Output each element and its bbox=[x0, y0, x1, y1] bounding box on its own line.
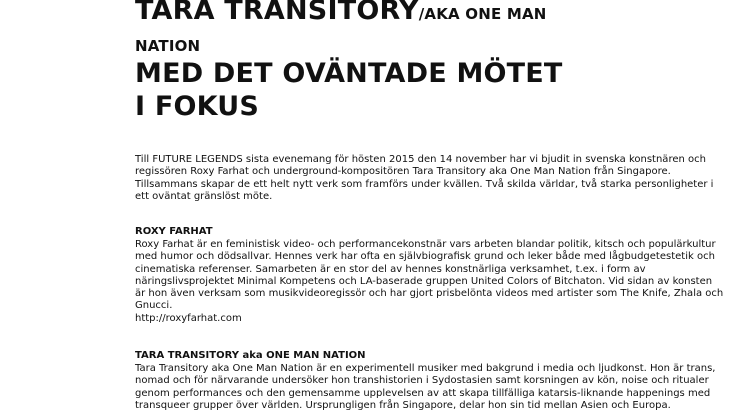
press-release-header bbox=[135, 0, 725, 123]
tara-bio-text: Tara Transitory aka One Man Nation är en experimentell musiker med bakgrund i media och ljudkonst. Hon är trans, nomad och för närvarande undersöker hon transhistorien i Sydostasien samt korsningen av kön, noise och ritualer genom performances och den gemensamme upplevelsen av att skapa tillfälliga katarsis-liknande happenings med transqueer grupper över världen. Ursprungligen från Singapore, delar hon sin tid mellan Asien och Europa. bbox=[135, 363, 716, 411]
tara-section bbox=[135, 363, 725, 412]
roxy-website-link[interactable]: http://roxyfarhat.com bbox=[135, 312, 242, 324]
subtitle-line-2: I FOKUS bbox=[135, 91, 260, 122]
roxy-bio-text: Roxy Farhat är en feministisk video- och performancekonstnär vars arbeten blandar politik, kitsch och populärkultur med humor och dödsallvar. Hennes verk har ofta en självbiografisk grund och leker både med lågbudgetestetik och cinematiska referenser. Samarbeten är en stor del av hennes konstnärliga verksamhet, t.ex. i form av näringslivsprojektet Minimal Kompetens och LA-baserade gruppen United Colors of Bitchaton. Vid sidan av konsten är hon även verksam som musikvideoregissör och har gjort prisbelönta videos med artister som The Knife, Zhala och Gnucci. bbox=[135, 239, 724, 312]
page-title bbox=[135, 0, 725, 29]
title-main: TARA TRANSITORY bbox=[135, 0, 419, 26]
subtitle-line-1: MED DET OVÄNTADE MÖTET bbox=[135, 58, 563, 89]
tara-section-heading: TARA TRANSITORY aka ONE MAN NATION bbox=[135, 350, 366, 361]
title-continuation: NATION bbox=[135, 37, 201, 55]
roxy-section-heading: ROXY FARHAT bbox=[135, 226, 213, 237]
roxy-section bbox=[135, 239, 725, 325]
intro-paragraph bbox=[135, 154, 725, 203]
title-aka: /AKA ONE MAN bbox=[418, 5, 547, 23]
intro-text: Till FUTURE LEGENDS sista evenemang för hösten 2015 den 14 november har vi bjudit in svenska konstnären och regissören Roxy Farhat och underground-kompositören Tara Transitory aka One Man Nation från Singapore. Tillsammans skapar de ett helt nytt verk som framförs under kvällen. Två skilda världar, två starka personligheter i ett oväntat gränslöst möte. bbox=[135, 154, 714, 202]
